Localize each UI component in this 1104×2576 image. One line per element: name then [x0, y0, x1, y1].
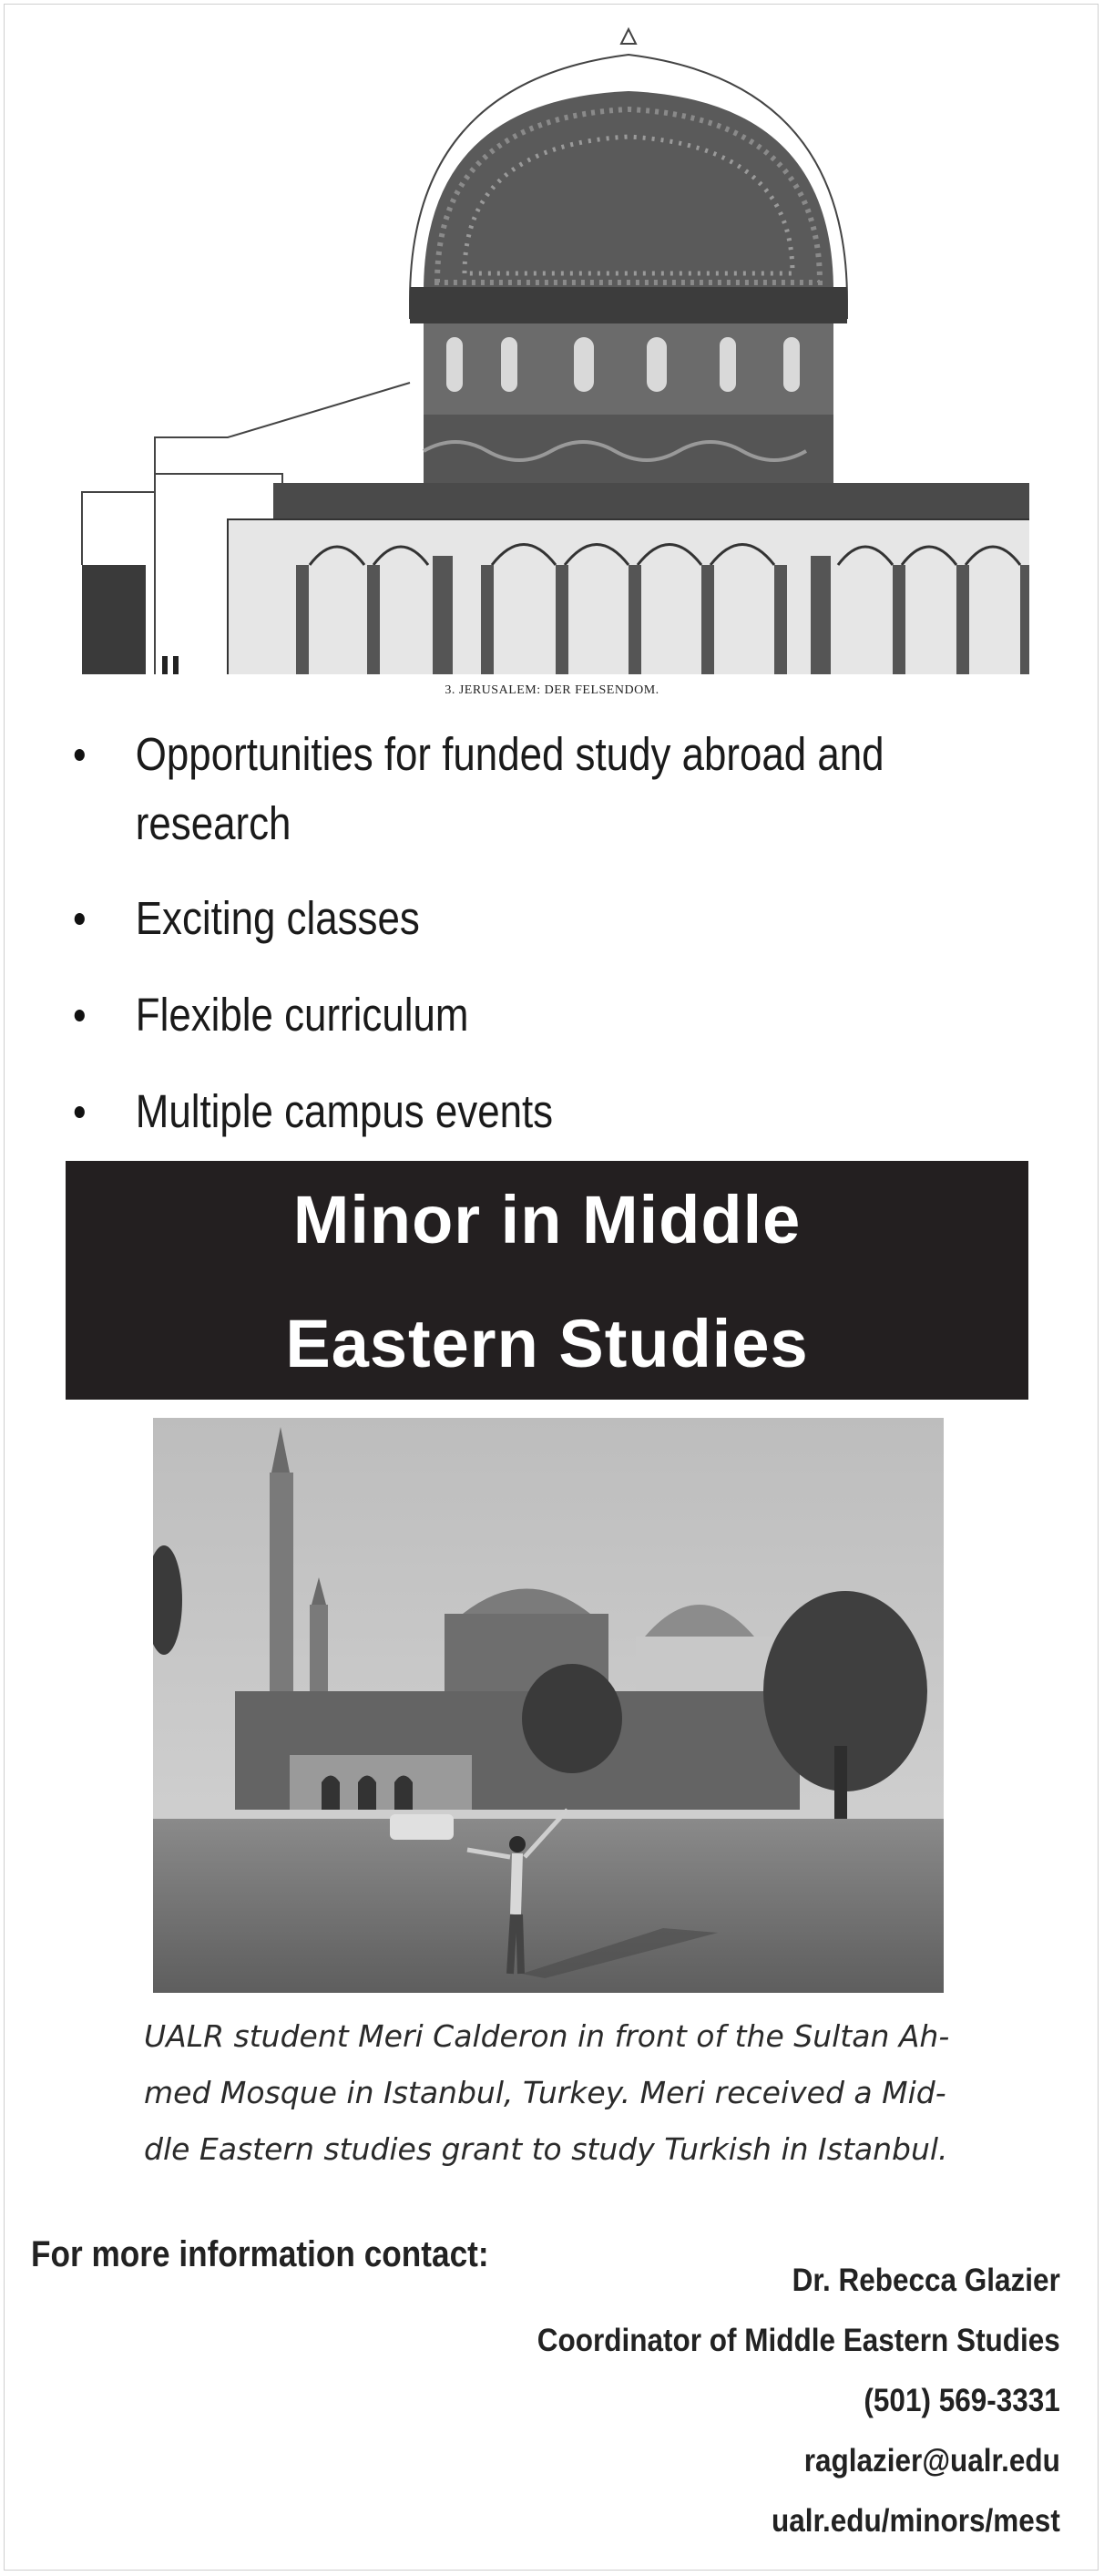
- list-item: [73, 980, 1099, 1050]
- caption-line: dle Eastern studies grant to study Turkish in Istanbul.: [144, 2131, 948, 2167]
- bullet-text-continued: research: [135, 797, 291, 849]
- bullet-text: Flexible curriculum: [135, 989, 469, 1041]
- banner-title-line-1: Minor in Middle: [292, 1182, 802, 1257]
- bullet-text: Opportunities for funded study abroad and: [135, 728, 884, 780]
- bullet-text: Multiple campus events: [135, 1085, 554, 1137]
- list-item: [73, 884, 1099, 953]
- contact-title: Coordinator of Middle Eastern Studies: [537, 2323, 1060, 2358]
- dome-of-the-rock-illustration: [64, 18, 1029, 674]
- bullet-icon: [75, 1010, 85, 1021]
- contact-name: Dr. Rebecca Glazier: [792, 2263, 1060, 2298]
- list-item: [73, 1077, 1099, 1146]
- caption-line: UALR student Meri Calderon in front of the Sultan Ah-: [144, 2018, 950, 2054]
- photo-caption: [144, 2008, 964, 2178]
- bullet-icon: [75, 913, 85, 925]
- istanbul-mosque-photo: [153, 1418, 944, 1993]
- benefits-list: [73, 720, 1038, 1174]
- bullet-icon: [75, 749, 85, 761]
- contact-phone: (501) 569-3331: [864, 2383, 1060, 2418]
- contact-heading: For more information contact:: [31, 2234, 489, 2274]
- caption-line: med Mosque in Istanbul, Turkey. Meri received a Mid-: [144, 2075, 946, 2110]
- title-banner: [66, 1161, 1028, 1400]
- contact-website: ualr.edu/minors/mest: [772, 2503, 1060, 2539]
- list-item: [73, 720, 1099, 858]
- illustration-caption: 3. JERUSALEM: DER FELSENDOM.: [445, 683, 659, 697]
- banner-title-line-2: Eastern Studies: [285, 1306, 809, 1381]
- contact-block: [479, 2251, 1060, 2551]
- bullet-text: Exciting classes: [135, 892, 420, 944]
- contact-email: raglazier@ualr.edu: [803, 2443, 1060, 2479]
- bullet-icon: [75, 1106, 85, 1118]
